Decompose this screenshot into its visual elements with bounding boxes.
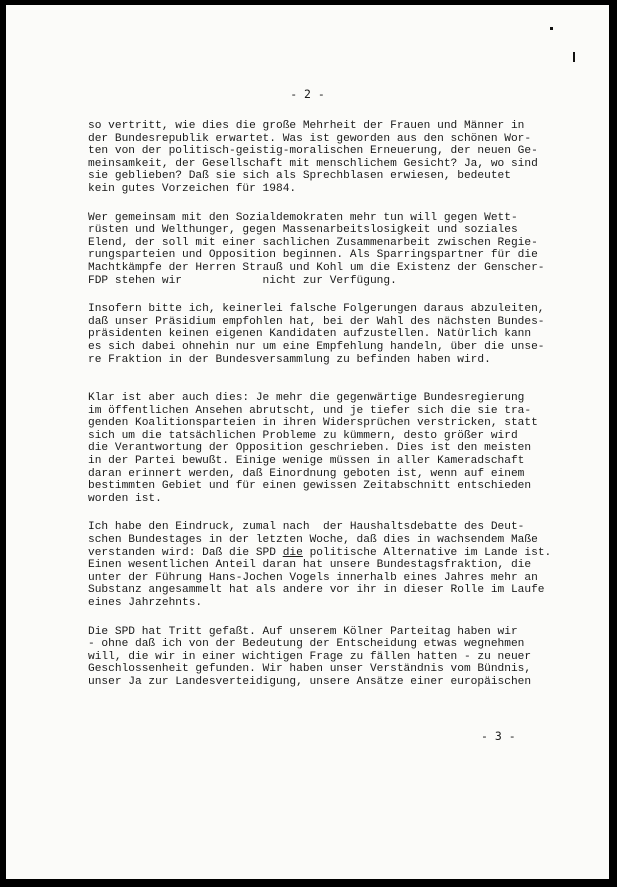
paragraph: [88, 521, 558, 609]
paragraph: Klar ist aber auch dies: Je mehr die gegenwärtige Bundesregierung im öffentlichen Ansehen abrutscht, und je tiefer sich die sie tra- genden Koalitionsparteien in ihren Widersprüchen verstricken, statt sich um die tatsächlichen Probleme zu kümmern, desto größer wird die Verantwortung der Opposition geschrieben. Dies ist den meisten in der Partei bewußt. Einige wenige müssen in aller Kameradschaft daran erinnert werden, daß Einordnung geboten ist, wenn auf einem bestimmten Gebiet und für einen gewissen Zeitabschnitt entschieden worden ist.: [88, 392, 538, 505]
scan-speck: [550, 27, 553, 30]
paragraph: so vertritt, wie dies die große Mehrheit der Frauen und Männer in der Bundesrepublik erwartet. Was ist geworden aus den schönen Wor- ten von der politisch-geistig-moralischen Erneuerung, der neuen Ge- meinsamkeit, der Gesellschaft mit menschlichem Gesicht? Ja, wo sind sie geblieben? Daß sie sich als Sprechblasen erwiesen, bedeutet kein gutes Vorzeichen für 1984.: [88, 120, 538, 195]
paragraph: Wer gemeinsam mit den Sozialdemokraten mehr tun will gegen Wett- rüsten und Welthunger, gegen Massenarbeitslosigkeit und soziales Elend, der soll mit einer sachlichen Zusammenarbeit zwischen Regie- rungsparteien und Opposition beginnen. Als Sparringspartner für die Machtkämpfe der Herren Strauß und Kohl um die Existenz der Genscher- FDP stehen wir nicht zur Verfügung.: [88, 211, 545, 287]
paragraph-text: Ich habe den Eindruck, zumal nach der Haushaltsdebatte des Deut- schen Bundestages in der letzten Woche, daß dies in wachsendem Maße verstanden wird: Daß die SPD: [88, 521, 538, 559]
paragraph: Insofern bitte ich, keinerlei falsche Folgerungen daraus abzuleiten, daß unser Präsidium empfohlen hat, bei der Wahl des nächsten Bundes- präsidenten keinen eigenen Kandidaten aufzustellen. Natürlich kann es sich dabei ohnehin nur um eine Empfehlung handeln, über die unse- re Fraktion in der Bundesversammlung zu befinden haben wird.: [88, 303, 545, 366]
paragraph-text: politische Alternative im Lande ist. Einen wesentlichen Anteil daran hat unsere Bundestagsfraktion, die unter der Führung Hans-Jochen Vogels innerhalb eines Jahres mehr an Substanz angesammelt hat als andere vor ihr in dieser Rolle im Laufe eines Jahrzehnts.: [88, 546, 552, 609]
document-page: [6, 5, 609, 879]
underlined-word: die: [282, 546, 303, 559]
next-page-indicator: - 3 -: [481, 729, 516, 743]
body-text: [88, 120, 558, 705]
scan-speck: [573, 52, 575, 62]
page-number: - 2 -: [290, 87, 325, 101]
paragraph: Die SPD hat Tritt gefaßt. Auf unserem Kölner Parteitag haben wir - ohne daß ich von der Bedeutung der Entscheidung etwas wegnehmen will, die wir in einer wichtigen Frage zu fällen hatten - zu neuer Geschlossenheit gefunden. Wir haben unser Verständnis vom Bündnis, unser Ja zur Landesverteidigung, unsere Ansätze einer europäischen: [88, 625, 532, 688]
